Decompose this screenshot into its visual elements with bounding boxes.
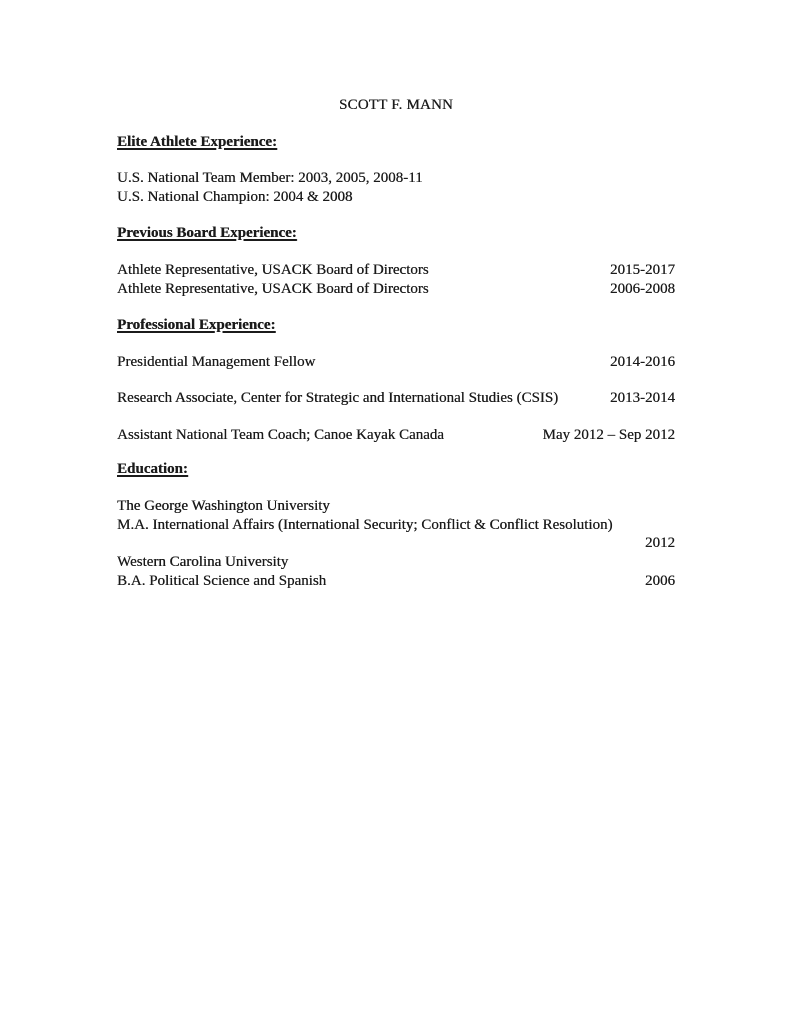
entry-text: Athlete Representative, USACK Board of Directors bbox=[117, 280, 429, 297]
entry-row bbox=[117, 261, 675, 280]
section-professional-experience bbox=[117, 316, 675, 444]
entry-row bbox=[117, 426, 675, 445]
entry-date: 2006 bbox=[645, 572, 675, 589]
entry-row bbox=[117, 534, 675, 553]
entry-row bbox=[117, 188, 675, 207]
page-title: SCOTT F. MANN bbox=[338, 97, 454, 113]
entry-row bbox=[117, 572, 675, 591]
section-previous-board-experience bbox=[117, 224, 675, 298]
section-heading: Previous Board Experience: bbox=[117, 225, 297, 242]
entry-text: Western Carolina University bbox=[117, 553, 289, 570]
entry-row bbox=[117, 516, 675, 535]
entry-text: The George Washington University bbox=[117, 498, 330, 515]
entry-text: U.S. National Team Member: 2003, 2005, 2008-11 bbox=[117, 170, 423, 187]
entry-text: Assistant National Team Coach; Canoe Kayak Canada bbox=[117, 426, 444, 443]
entry-date: May 2012 – Sep 2012 bbox=[542, 426, 675, 443]
entry-date: 2006-2008 bbox=[610, 280, 675, 297]
entry-text: Athlete Representative, USACK Board of Directors bbox=[117, 261, 429, 278]
entry-text: U.S. National Champion: 2004 & 2008 bbox=[117, 188, 353, 205]
entry-row bbox=[117, 169, 675, 188]
entry-date: 2015-2017 bbox=[610, 261, 675, 278]
entry-text: Presidential Management Fellow bbox=[117, 353, 316, 370]
entry-date: 2014-2016 bbox=[610, 353, 675, 370]
section-education bbox=[117, 460, 675, 591]
entry-row bbox=[117, 353, 675, 372]
section-heading: Education: bbox=[117, 460, 188, 477]
entry-row bbox=[117, 553, 675, 572]
entry-text: M.A. International Affairs (International Security; Conflict & Conflict Resolution) bbox=[117, 516, 613, 533]
entry-row bbox=[117, 280, 675, 299]
section-heading: Professional Experience: bbox=[117, 317, 276, 334]
entry-date: 2013-2014 bbox=[610, 390, 675, 407]
entry-row bbox=[117, 497, 675, 516]
entry-row bbox=[117, 389, 675, 408]
entry-text: Research Associate, Center for Strategic and International Studies (CSIS) bbox=[117, 390, 559, 407]
entry-text: B.A. Political Science and Spanish bbox=[117, 572, 327, 589]
section-elite-athlete-experience bbox=[117, 133, 675, 207]
section-heading: Elite Athlete Experience: bbox=[117, 133, 277, 150]
entry-date: 2012 bbox=[645, 535, 675, 552]
